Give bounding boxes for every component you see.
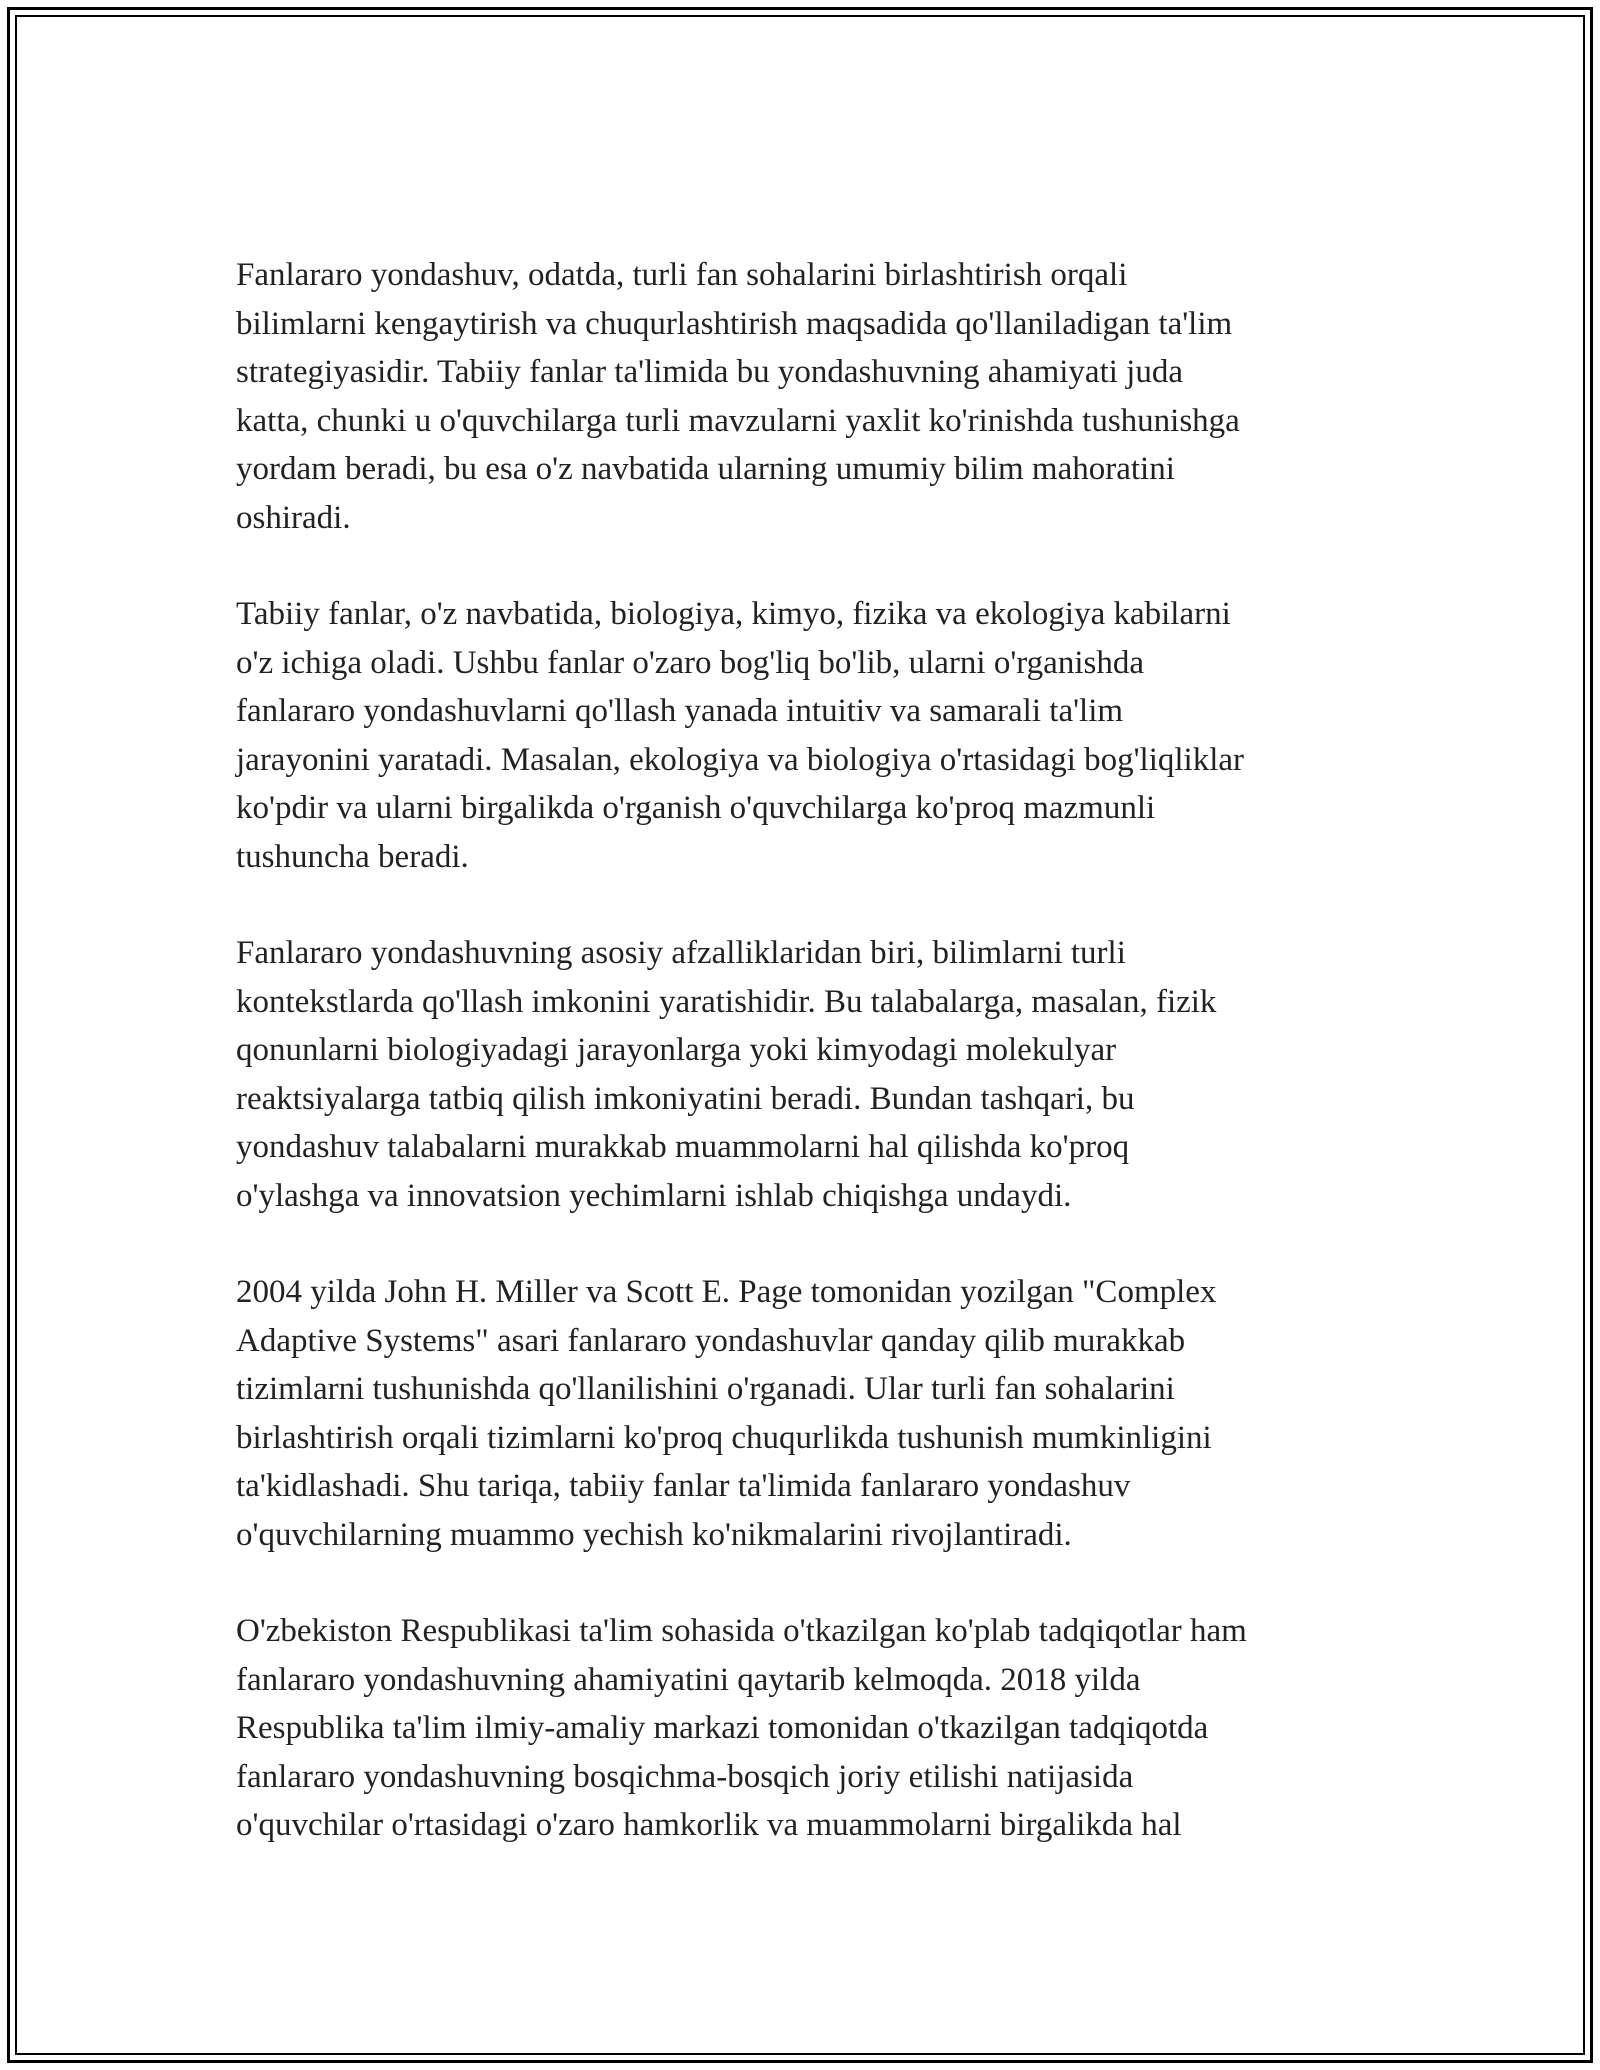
document-body [236,251,1386,1898]
paragraph-4: 2004 yilda John H. Miller va Scott E. Page tomonidan yozilgan "Complex Adaptive Systems" asari fanlararo yondashuvlar qanday qilib murakkab tizimlarni tushunishda qo'llanilishini o'rganadi. Ular turli fan sohalarini birlashtirish orqali tizimlarni ko'proq chuqurlikda tushunish mumkinligini ta'kidlashadi. Shu tariqa, tabiiy fanlar ta'limida fanlararo yondashuv o'quvchilarning muammo yechish ko'nikmalarini rivojlantiradi. [236,1274,1217,1553]
paragraph-3: Fanlararo yondashuvning asosiy afzalliklaridan biri, bilimlarni turli kontekstlarda qo'llash imkonini yaratishidir. Bu talabalarga, masalan, fizik qonunlarni biologiyadagi jarayonlarga yoki kimyodagi molekulyar reaktsiyalarga tatbiq qilish imkoniyatini beradi. Bundan tashqari, bu yondashuv talabalarni murakkab muammolarni hal qilishda ko'proq o'ylashga va innovatsion yechimlarni ishlab chiqishga undaydi. [236,935,1217,1214]
paragraph-2: Tabiiy fanlar, o'z navbatida, biologiya, kimyo, fizika va ekologiya kabilarni o'z ichiga oladi. Ushbu fanlar o'zaro bog'liq bo'lib, ularni o'rganishda fanlararo yondashuvlarni qo'llash yanada intuitiv va samarali ta'lim jarayonini yaratadi. Masalan, ekologiya va biologiya o'rtasidagi bog'liqliklar ko'pdir va ularni birgalikda o'rganish o'quvchilarga ko'proq mazmunli tushuncha beradi. [236,596,1245,875]
paragraph-5: O'zbekiston Respublikasi ta'lim sohasida o'tkazilgan ko'plab tadqiqotlar ham fanlararo yondashuvning ahamiyatini qaytarib kelmoqda. 2018 yilda Respublika ta'lim ilmiy-amaliy markazi tomonidan o'tkazilgan tadqiqotda fanlararo yondashuvning bosqichma-bosqich joriy etilishi natijasida o'quvchilar o'rtasidagi o'zaro hamkorlik va muammolarni birgalikda hal [236,1613,1247,1843]
paragraph-1: Fanlararo yondashuv, odatda, turli fan sohalarini birlashtirish orqali bilimlarni kengaytirish va chuqurlashtirish maqsadida qo'llaniladigan ta'lim strategiyasidir. Tabiiy fanlar ta'limida bu yondashuvning ahamiyati juda katta, chunki u o'quvchilarga turli mavzularni yaxlit ko'rinishda tushunishga yordam beradi, bu esa o'z navbatida ularning umumiy bilim mahoratini oshiradi. [236,257,1240,536]
